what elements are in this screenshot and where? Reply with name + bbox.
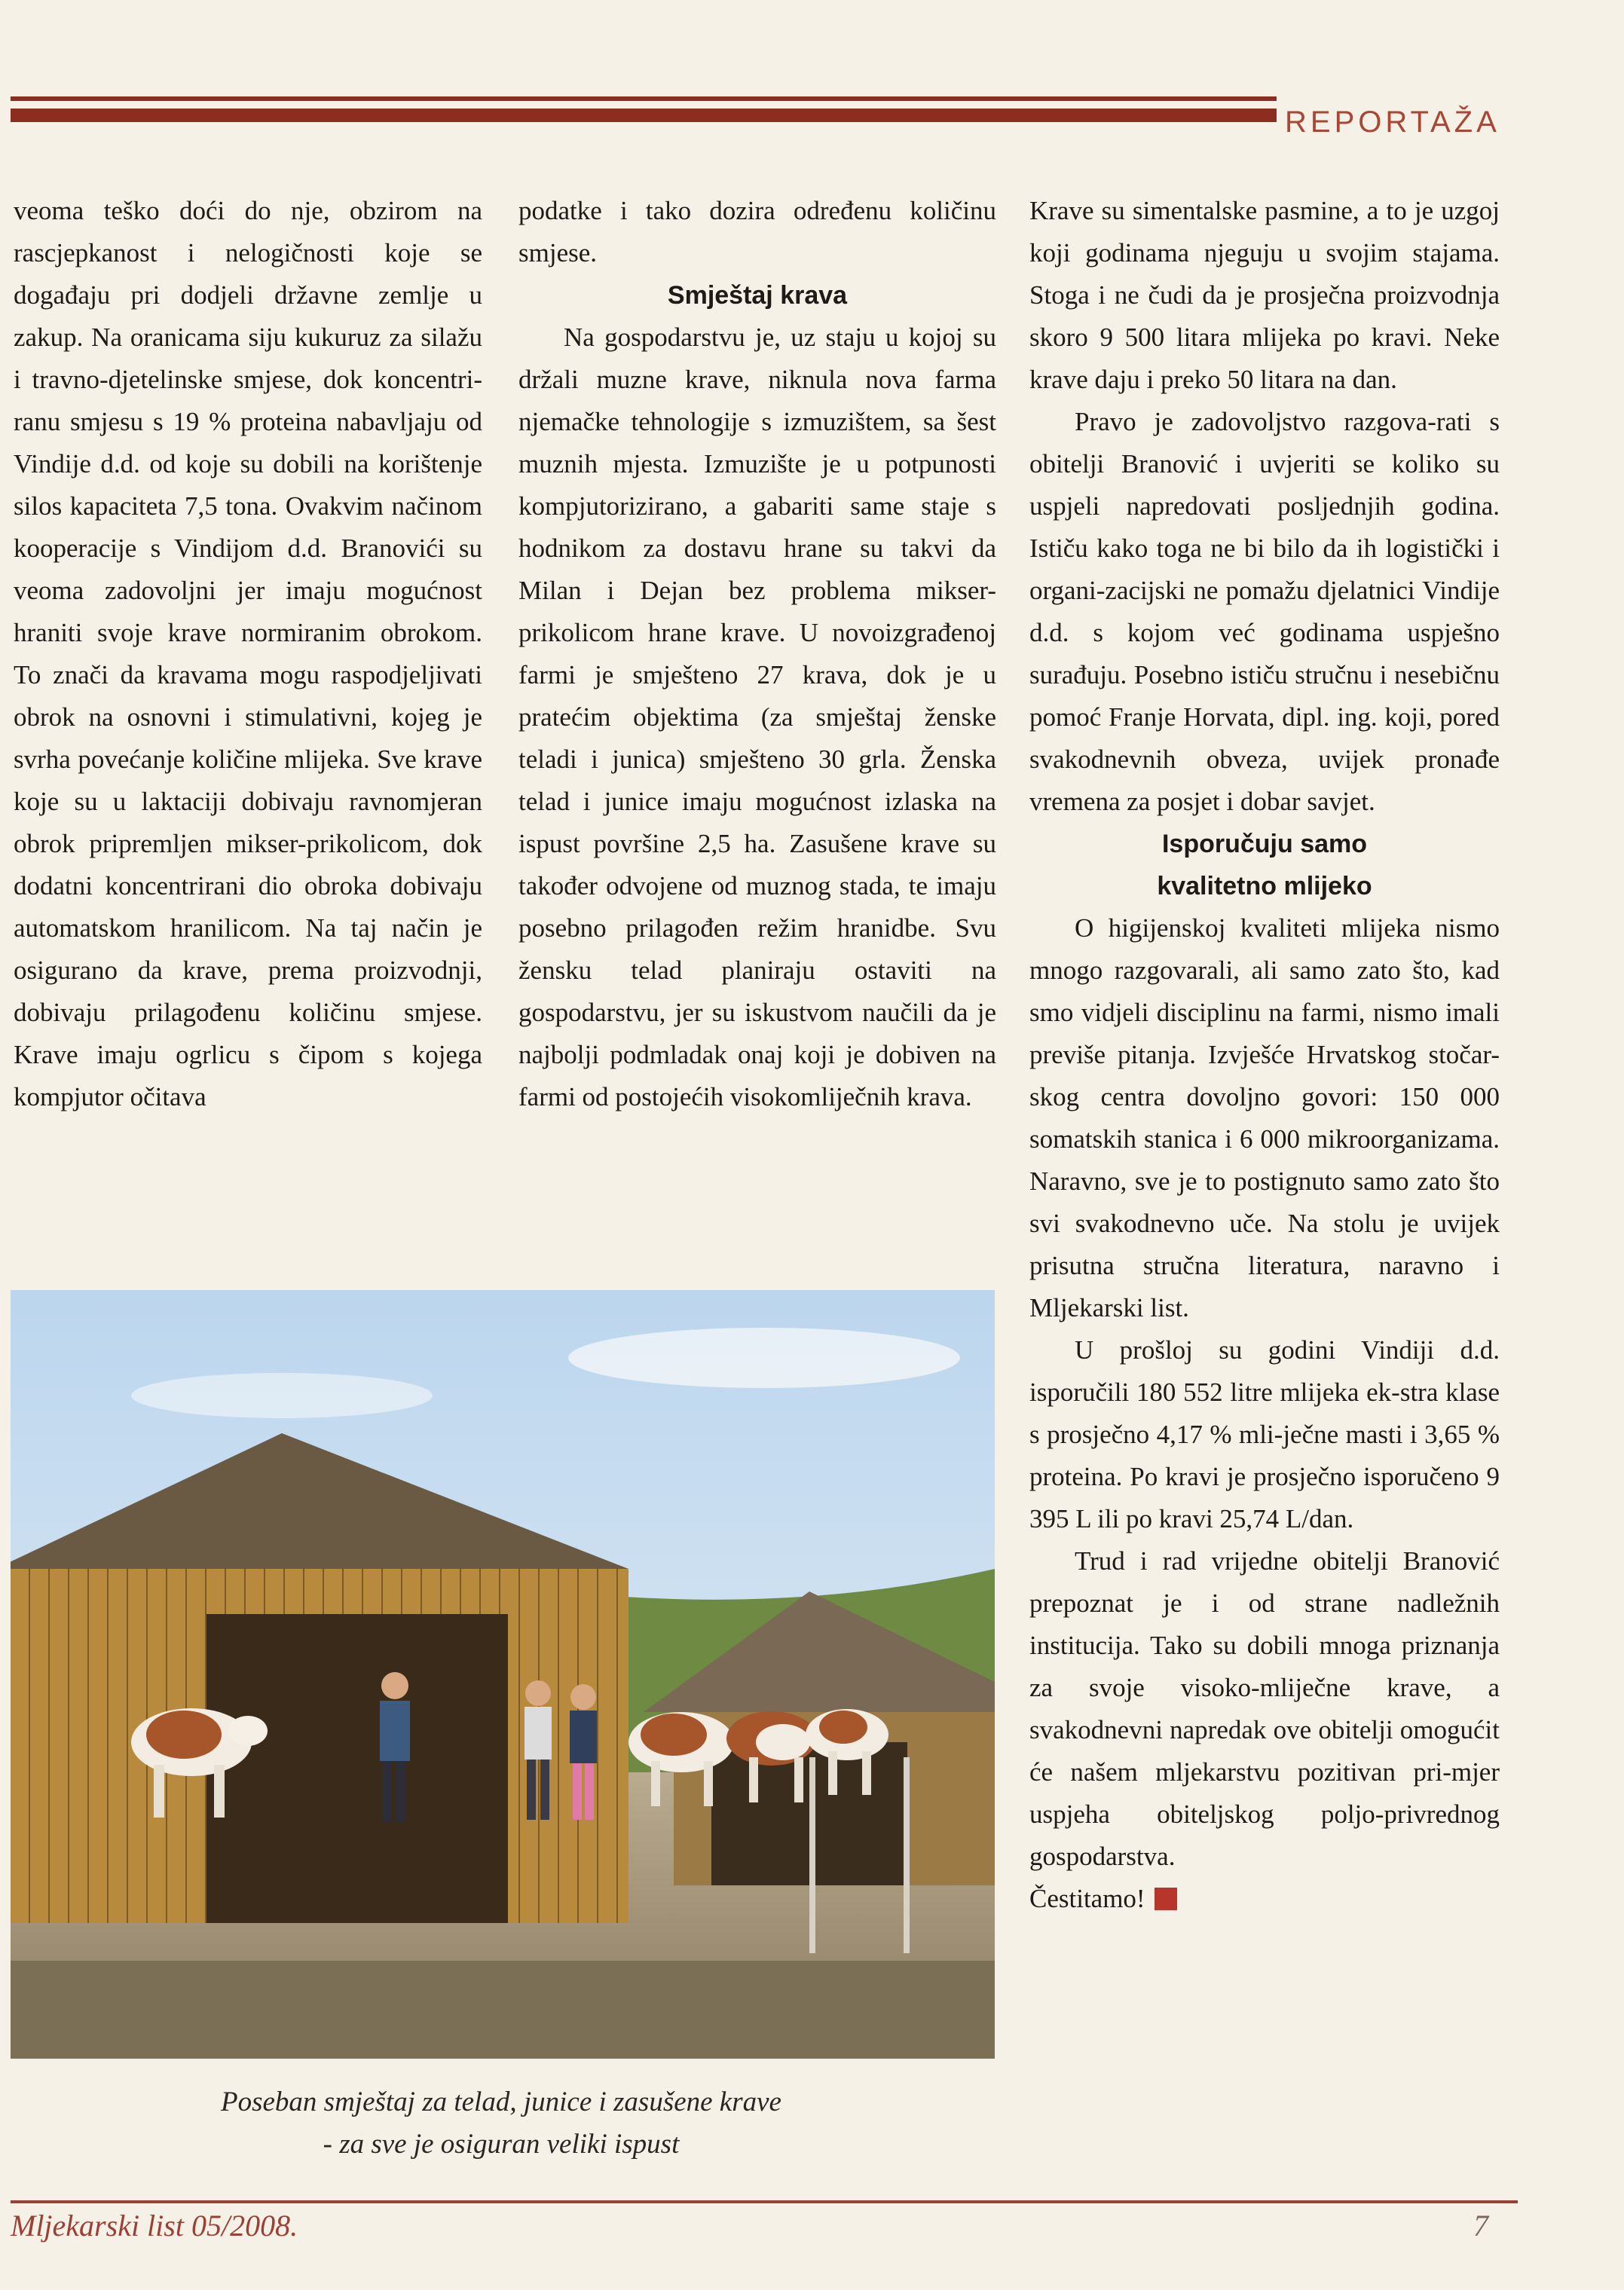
subheading-isporucuju-line-2: kvalitetno mlijeko (1157, 872, 1372, 900)
foreground-ground (11, 1961, 995, 2059)
paragraph: U prošloj su godini Vindiji d.d. isporučili 180 552 litre mlijeka ek-stra klase s prosječno 4,17 % mli-ječne masti i 3,65 % proteina. Po kravi je prosječno isporučeno 9 395 L ili po kravi 25,74 L/dan. (1029, 1335, 1500, 1533)
barn-doorway (206, 1614, 508, 1923)
closing-line (1029, 1878, 1500, 1920)
fence-post (904, 1757, 910, 1953)
farm-illustration (11, 1290, 995, 2059)
publication-title: Mljekarski list 05/2008. (11, 2209, 298, 2243)
paragraph: Pravo je zadovoljstvo razgova-rati s obitelji Branović i uvjeriti se koliko su uspjeli napredovati posljednjih godina. Ističu kako toga ne bi bilo da ih logistički i organi-zacijski ne pomažu djelatnici Vindije d.d. s kojom već godinama uspješno surađuju. Posebno ističu stručnu i nesebičnu pomoć Franje Horvata, dipl. ing. koji, pored svakodnevnih obveza, uvijek pronađe vremena za posjet i dobar savjet. (1029, 407, 1500, 816)
closing-text: Čestitamo! (1029, 1884, 1145, 1913)
paragraph: O higijenskoj kvaliteti mlijeka nismo mnogo razgovarali, ali samo zato što, kad smo vidjeli disciplinu na farmi, nismo imali previše pitanja. Izvješće Hrvatskog stočar-skog centra dovoljno govori: 150 000 somatskih stanica i 6 000 mikroorganizama. Naravno, sve je to postignuto samo zato što svi svakodnevno uče. Na stolu je uvijek prisutna stručna literatura, naravno i Mljekarski list. (1029, 913, 1500, 1322)
paragraph: veoma teško doći do nje, obzirom na rascjepkanost i nelogičnosti koje se događaju pri dodjeli državne zemlje u zakup. Na oranicama siju kukuruz za silažu i travno-djetelinske smjese, dok koncentri-ranu smjesu s 19 % proteina nabavljaju od Vindije d.d. od koje su dobili na korištenje silos kapaciteta 7,5 tona. Ovakvim načinom kooperacije s Vindijom d.d. Branovići su veoma zadovoljni jer imaju mogućnost hraniti svoje krave normiranim obrokom. To znači da kravama mogu raspodjeljivati obrok na osnovni i stimulativni, kojeg je svrha povećanje količine mlijeka. Sve krave koje su u laktaciji dobivaju ravnomjeran obrok pripremljen mikser-prikolicom, dok dodatni koncentrirani dio obroka dobivaju automatskom hranilicom. Na taj način je osigurano da krave, prema proizvodnji, dobivaju prilagođenu količinu smjese. Krave imaju ogrlicu s čipom s kojega kompjutor očitava (14, 196, 482, 1111)
subheading-smjestaj-krava: Smještaj krava (667, 281, 848, 310)
farm-photo (11, 1290, 995, 2059)
header-rule (11, 109, 1277, 122)
fence-post (809, 1757, 815, 1953)
section-label: REPORTAŽA (1285, 105, 1500, 139)
photo-caption (113, 2081, 889, 2166)
page-number: 7 (1473, 2209, 1488, 2243)
cloud (568, 1328, 960, 1388)
paragraph: Krave su simentalske pasmine, a to je uzgoj koji godinama njeguju u svojim stajama. Stoga i ne čudi da je prosječna proizvodnja skoro 9 500 litara mlijeka po kravi. Neke krave daju i preko 50 litara na dan. (1029, 196, 1500, 394)
caption-line: - za sve je osiguran veliki ispust (323, 2129, 680, 2160)
footer-rule (11, 2200, 1518, 2203)
paragraph: Na gospodarstvu je, uz staju u kojoj su držali muzne krave, niknula nova farma njemačke tehnologije s izmuzištem, sa šest muznih mjesta. Izmuzište je u potpunosti kompjutorizirano, a gabariti same staje s hodnikom za dostavu hrane su takvi da Milan i Dejan bez problema mikser-prikolicom hrane krave. U novoizgrađenoj farmi je smješteno 27 krava, dok je u pratećim objektima (za smještaj ženske teladi i junica) smješteno 30 grla. Ženska telad i junice imaju mogućnost izlaska na ispust površine 2,5 ha. Zasušene krave su također odvojene od muznog stada, te imaju posebno prilagođen režim hranidbe. Svu žensku telad planiraju ostaviti na gospodarstvu, jer su iskustvom naučili da je najbolji podmladak onaj koji je dobiven na farmi od postojećih visokomliječnih krava. (518, 323, 996, 1111)
cloud (131, 1373, 433, 1418)
article-column-2 (518, 190, 996, 1118)
paragraph: Trud i rad vrijedne obitelji Branović prepoznat je i od strane nadležnih institucija. Tako su dobili mnoga priznanja za svoje visoko-mliječne krave, a svakodnevni napredak ove obitelji omogućit će našem mljekarstvu pozitivan pri-mjer uspjeha obiteljskog poljo-privrednog gospodarstva. (1029, 1546, 1500, 1871)
article-column-3 (1029, 190, 1500, 1920)
article-end-mark (1155, 1888, 1177, 1910)
article-column-1 (14, 190, 482, 1118)
subheading-isporucuju-line-1: Isporučuju samo (1161, 830, 1368, 858)
paragraph: podatke i tako dozira određenu količinu smjese. (518, 196, 996, 268)
caption-line: Poseban smještaj za telad, junice i zasušene krave (221, 2087, 781, 2117)
